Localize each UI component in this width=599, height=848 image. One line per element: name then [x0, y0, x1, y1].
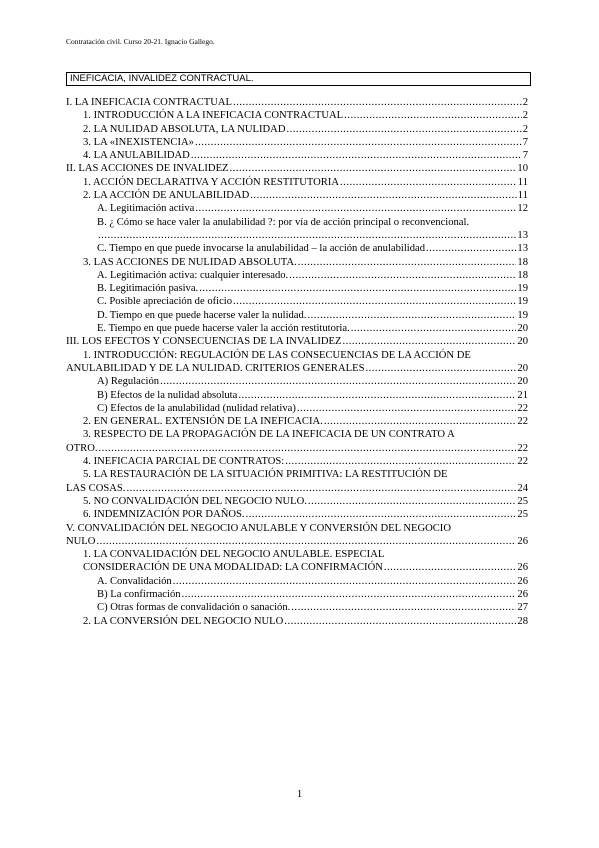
toc-page-number: 13 [517, 243, 528, 255]
toc-entry-text: 6. INDEMNIZACIÓN POR DAÑOS. [83, 509, 245, 521]
toc-page-number: 26 [517, 575, 528, 587]
toc-entry-text: ANULABILIDAD Y DE LA NULIDAD. CRITERIOS GENERALES [66, 362, 365, 374]
toc-entry[interactable] [66, 495, 528, 508]
leader-dots [98, 229, 516, 242]
toc-entry-text: LAS COSAS. [66, 482, 126, 494]
toc-page-number: 22 [517, 416, 528, 428]
toc-page-number: 7 [522, 150, 528, 162]
leader-dots [233, 295, 516, 308]
toc-entry[interactable] [66, 96, 528, 109]
toc-entry-text: E. Tiempo en que puede hacerse valer la acción restitutoria. [97, 323, 350, 335]
toc-entry[interactable] [66, 309, 528, 322]
leader-dots [351, 322, 517, 335]
toc-entry-line1[interactable]: 5. LA RESTAURACIÓN DE LA SITUACIÓN PRIMITIVA: LA RESTITUCIÓN DE [83, 469, 448, 481]
toc-entry-text: 2. LA NULIDAD ABSOLUTA, LA NULIDAD [83, 123, 286, 135]
toc-page-number: 26 [517, 588, 528, 600]
leader-dots [96, 535, 516, 548]
page-number: 1 [296, 788, 303, 800]
toc-entry[interactable] [66, 575, 528, 588]
leader-dots [126, 482, 516, 495]
toc-page-number: 25 [517, 495, 528, 507]
toc-entry[interactable] [66, 123, 528, 136]
toc-entry-line1[interactable]: B. ¿ Cómo se hace valer la anulabilidad ?: por vía de acción principal o reconvencional. [97, 216, 470, 228]
toc-entry[interactable] [66, 482, 528, 495]
toc-page-number: 24 [517, 482, 528, 494]
toc-entry-text: A. Legitimación activa: cualquier interesado. [97, 269, 289, 281]
toc-entry[interactable] [66, 295, 528, 308]
running-header: Contratación civil. Curso 20-21. Ignacio Gallego. [66, 37, 215, 46]
toc-page-number: 26 [517, 562, 528, 574]
toc-entry-text: 2. EN GENERAL. EXTENSIÓN DE LA INEFICACIA. [83, 416, 323, 428]
toc-page-number: 22 [517, 442, 528, 454]
toc-page-number: 2 [522, 123, 528, 135]
toc-page-number: 10 [517, 163, 528, 175]
toc-page-number: 20 [517, 362, 528, 374]
toc-page-number: 22 [517, 456, 528, 468]
toc-entry[interactable] [66, 256, 528, 269]
leader-dots [291, 601, 516, 614]
toc-page-number: 19 [517, 309, 528, 321]
toc-page-number: 11 [517, 176, 528, 188]
toc-page-number: 19 [517, 283, 528, 295]
leader-dots [99, 442, 517, 455]
leader-dots [199, 282, 516, 295]
toc-entry-text: 5. NO CONVALIDACIÓN DEL NEGOCIO NULO. [83, 495, 307, 507]
toc-entry[interactable] [66, 508, 528, 521]
toc-page-number: 18 [517, 269, 528, 281]
leader-dots [289, 269, 516, 282]
leader-dots [344, 109, 522, 122]
toc-entry[interactable] [66, 109, 528, 122]
toc-entry-line1[interactable]: 1. INTRODUCCIÓN: REGULACIÓN DE LAS CONSECUENCIAS DE LA ACCIÓN DE [83, 349, 471, 361]
leader-dots [324, 415, 517, 428]
toc-entry-text: CONSIDERACIÓN DE UNA MODALIDAD: LA CONFIRMACIÓN [83, 562, 383, 574]
toc-entry[interactable] [66, 375, 528, 388]
toc-entry-text: 1. INTRODUCCIÓN A LA INEFICACIA CONTRACTUAL [83, 110, 344, 122]
toc-entry[interactable] [66, 202, 528, 215]
toc-entry[interactable] [66, 455, 528, 468]
toc-entry[interactable] [66, 335, 528, 348]
toc-page-number: 2 [522, 110, 528, 122]
toc-page-number: 22 [517, 402, 528, 414]
document-title: INEFICACIA, INVALIDEZ CONTRACTUAL. [66, 72, 531, 86]
toc-page-number: 20 [517, 323, 528, 335]
toc-page-number: 7 [522, 136, 528, 148]
toc-page-number: 27 [517, 602, 528, 614]
leader-dots [365, 362, 516, 375]
toc-entry-text: C. Tiempo en que puede invocarse la anulabilidad – la acción de anulabilidad [97, 243, 426, 255]
toc-page-number: 13 [517, 229, 528, 241]
toc-entry-line1[interactable]: V. CONVALIDACIÓN DEL NEGOCIO ANULABLE Y CONVERSIÓN DEL NEGOCIO [66, 522, 451, 534]
toc-entry[interactable] [66, 176, 528, 189]
toc-entry[interactable] [66, 415, 528, 428]
toc-entry[interactable] [66, 162, 528, 175]
toc-entry[interactable] [66, 601, 528, 614]
leader-dots [307, 309, 516, 322]
leader-dots [340, 176, 517, 189]
toc-entry[interactable] [66, 442, 528, 455]
leader-dots [298, 256, 517, 269]
leader-dots [297, 402, 517, 415]
leader-dots [195, 202, 516, 215]
leader-dots [384, 561, 517, 574]
toc-entry[interactable] [66, 615, 528, 628]
toc-entry-text: 4. INEFICACIA PARCIAL DE CONTRATOS: [83, 456, 285, 468]
leader-dots [308, 495, 516, 508]
leader-dots [246, 508, 517, 521]
leader-dots [173, 575, 517, 588]
toc-entry[interactable] [66, 402, 528, 415]
toc-entry-text: B) Efectos de la nulidad absoluta [97, 389, 238, 401]
toc-entry-text: B) La confirmación [97, 588, 181, 600]
toc-page-number: 2 [522, 97, 528, 108]
toc-page-number: 20 [517, 336, 528, 348]
leader-dots [342, 335, 516, 348]
toc-entry[interactable] [66, 136, 528, 149]
leader-dots [238, 389, 516, 402]
leader-dots [230, 162, 517, 175]
toc-entry[interactable] [66, 189, 528, 202]
toc-entry-text: A. Legitimación activa [97, 203, 195, 215]
toc-entry-text: B. Legitimación pasiva. [97, 283, 199, 295]
toc-entry[interactable] [66, 561, 528, 574]
toc-entry[interactable] [66, 389, 528, 402]
toc-entry[interactable] [66, 242, 528, 255]
toc-entry[interactable] [66, 322, 528, 335]
toc-entry-line1[interactable]: 3. RESPECTO DE LA PROPAGACIÓN DE LA INEFICACIA DE UN CONTRATO A [83, 429, 455, 441]
table-of-contents [66, 96, 528, 628]
toc-entry[interactable] [66, 362, 528, 375]
toc-entry[interactable] [66, 149, 528, 162]
toc-entry-text: C) Otras formas de convalidación o sanación. [97, 602, 291, 614]
toc-entry[interactable] [66, 282, 528, 295]
leader-dots [250, 189, 517, 202]
toc-entry-text: C. Posible apreciación de oficio [97, 296, 233, 308]
toc-entry-text: 3. LA «INEXISTENCIA» [83, 136, 194, 148]
toc-page-number: 28 [517, 615, 528, 627]
toc-entry-text: 2. LA CONVERSIÓN DEL NEGOCIO NULO [83, 615, 284, 627]
toc-page-number: 18 [517, 256, 528, 268]
toc-entry-text: A) Regulación [97, 376, 160, 388]
leader-dots [284, 615, 516, 628]
leader-dots [286, 123, 521, 136]
leader-dots [191, 149, 522, 162]
toc-entry-line1[interactable]: 1. LA CONVALIDACIÓN DEL NEGOCIO ANULABLE. ESPECIAL [83, 549, 385, 561]
leader-dots [182, 588, 517, 601]
toc-entry-text: A. Convalidación [97, 575, 172, 587]
leader-dots [160, 375, 516, 388]
leader-dots [233, 96, 522, 109]
toc-entry-text: OTRO. [66, 442, 98, 454]
toc-entry-text: 1. ACCIÓN DECLARATIVA Y ACCIÓN RESTITUTORIA [83, 176, 340, 188]
toc-page-number: 21 [517, 389, 528, 401]
toc-page-number: 12 [517, 203, 528, 215]
toc-entry-text: 2. LA ACCIÓN DE ANULABILIDAD [83, 190, 250, 202]
toc-entry[interactable] [66, 535, 528, 548]
leader-dots [285, 455, 516, 468]
toc-page-number: 25 [517, 509, 528, 521]
toc-entry[interactable] [66, 588, 528, 601]
toc-entry-text: D. Tiempo en que puede hacerse valer la nulidad. [97, 309, 307, 321]
leader-dots [426, 242, 516, 255]
toc-entry[interactable] [66, 269, 528, 282]
leader-dots [195, 136, 522, 149]
toc-page-number: 19 [517, 296, 528, 308]
toc-entry-text: III. LOS EFECTOS Y CONSECUENCIAS DE LA INVALIDEZ [66, 336, 342, 348]
toc-entry-text: C) Efectos de la anulabilidad (nulidad relativa) [97, 402, 296, 414]
toc-page-number: 26 [517, 535, 528, 547]
toc-entry-text: I. LA INEFICACIA CONTRACTUAL [66, 97, 232, 108]
toc-page-number: 20 [517, 376, 528, 388]
toc-page-number: 11 [517, 190, 528, 202]
toc-entry-text: 3. LAS ACCIONES DE NULIDAD ABSOLUTA. [83, 256, 297, 268]
toc-entry-text: NULO [66, 535, 96, 547]
toc-entry-text: 4. LA ANULABILIDAD [83, 150, 190, 162]
toc-entry[interactable] [66, 229, 528, 242]
toc-entry-text: II. LAS ACCIONES DE INVALIDEZ [66, 163, 229, 175]
